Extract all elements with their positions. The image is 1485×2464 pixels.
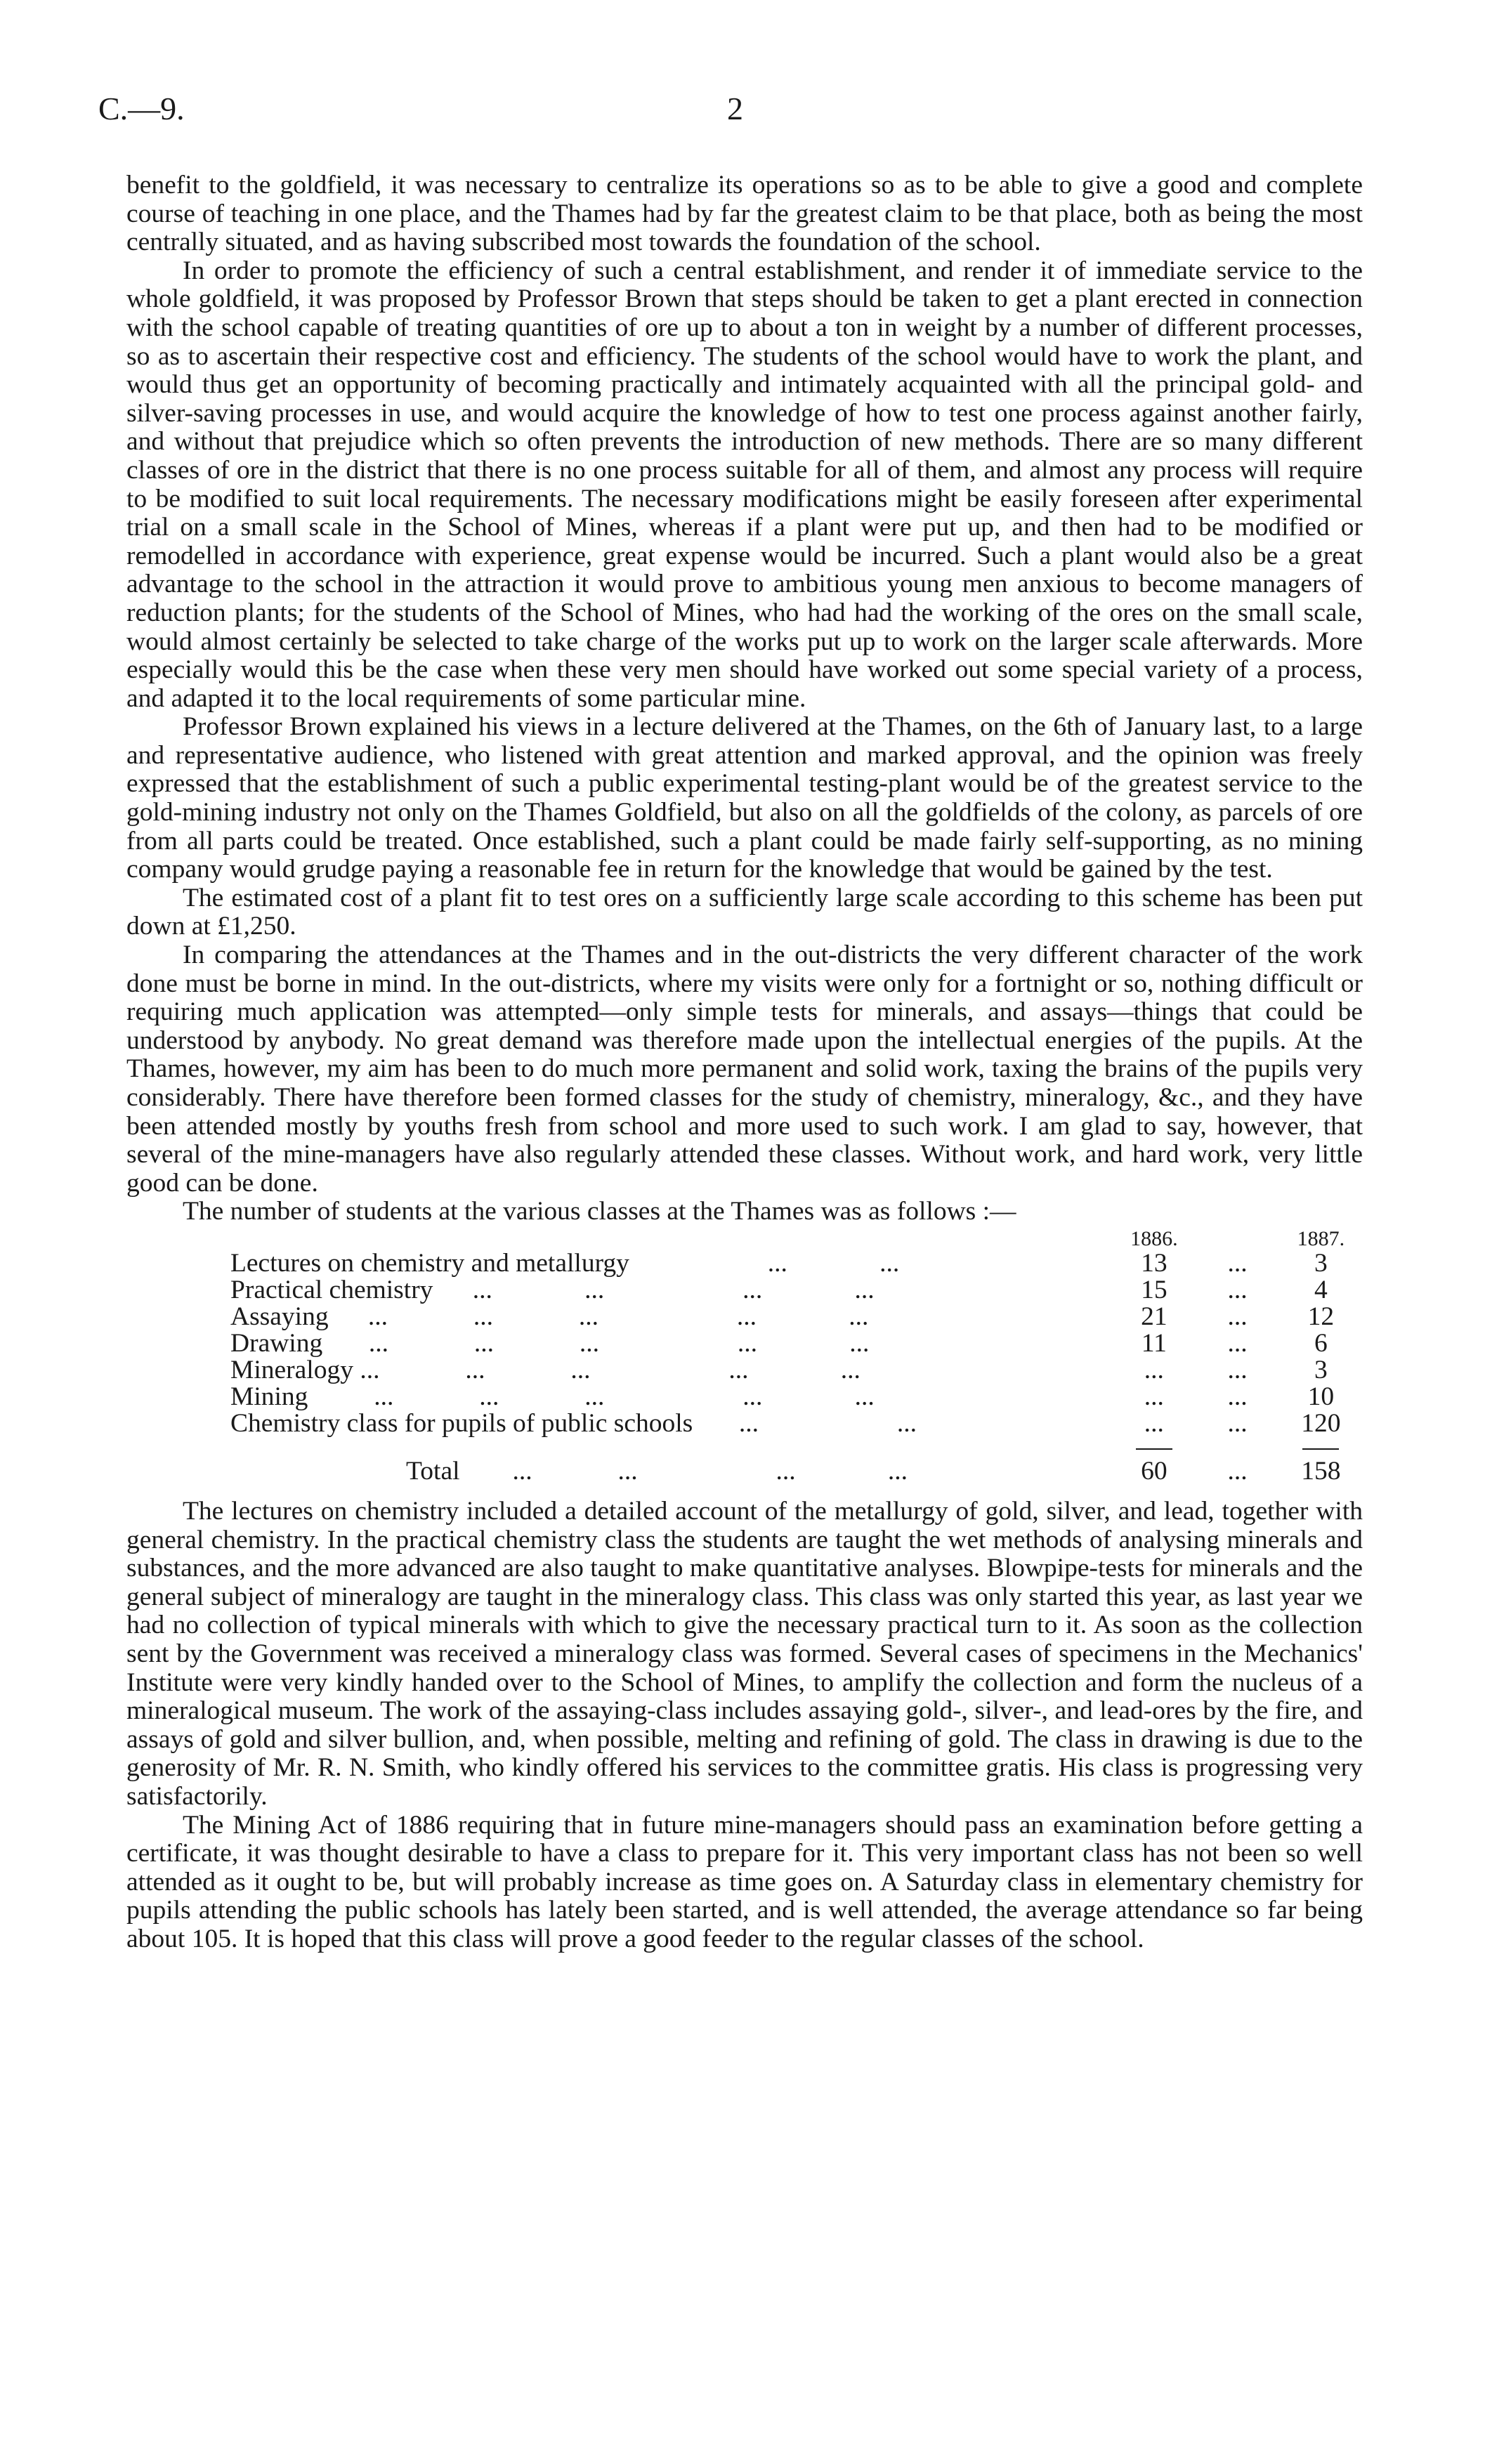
paragraph: In order to promote the efficiency of such a central establishment, and render it of immediate service to the whole goldfield, it was proposed by Professor Brown that steps should be taken to get a plant erected in connection with the school capable of treating quantities of ore up to about a ton in weight by a number of different processes, so as to ascertain their respective cost and efficiency. The students of the school would have to work the plant, and would thus get an opportunity of becoming practically and intimately acquainted with all the principal gold- and silver-saving processes in use, and would acquire the knowledge of how to test one process against another fairly, and without that prejudice which so often prevents the introduction of new methods. There are so many different classes of ore in the district that there is no one process suitable for all of them, and almost any process will require to be modified to suit local requirements. The necessary modifications might be easily foreseen after experimental trial on a small scale in the School of Mines, whereas if a plant were put up, and then had to be modified or remodelled in accordance with experience, great expense would be incurred. Such a plant would also be a great advantage to the school in the attraction it would prove to ambitious young men anxious to become managers of reduction plants; for the students of the School of Mines, who had had the working of the ores on the small scale, would almost certainly be selected to take charge of the works put up to work on the larger scale afterwards. More especially would this be the case when these very men should have worked out some special variety of a process, and adapted it to the local requirements of some particular mine. xyxy=(126,256,1363,713)
table-row: Practical chemistry ... ... ... ... 15 ... 4 xyxy=(230,1277,1363,1304)
row-label: Lectures on chemistry and metallurgy xyxy=(230,1250,629,1277)
row-label: Chemistry class for pupils of public schools xyxy=(230,1410,693,1437)
value-1886: 21 xyxy=(1141,1302,1167,1331)
paragraph: The Mining Act of 1886 requiring that in future mine-managers should pass an examination before getting a certificate, it was thought desirable to have a class to prepare for it. This very important class has not been so well attended as it ought to be, but will probably increase as time goes on. A Saturday class in elementary chemistry for pupils attending the public schools has lately been started, and is well attended, the average attendance so far being about 105. It is hoped that this class will prove a good feeder to the regular classes of the school. xyxy=(126,1810,1363,1953)
paragraph: The lectures on chemistry included a detailed account of the metallurgy of gold, silver, and lead, together with general chemistry. In the practical chemistry class the students are taught the wet methods of analysing minerals and substances, and the more advanced are also taught to make quantitative analyses. Blowpipe-tests for minerals and the general subject of mineralogy are taught in the mineralogy class. This class was only started this year, as last year we had no collection of typical minerals with which to give the necessary practical turn to it. As soon as the collection sent by the Government was received a mineralogy class was formed. Several cases of specimens in the Mechanics' Institute were very kindly handed over to the School of Mines, to amplify the collection and form the nucleus of a mineralogical museum. The work of the assaying-class includes assaying gold-, silver-, and lead-ores by the fire, and assays of gold and silver bullion, and, when possible, melting and refining of gold. The class in drawing is due to the generosity of Mr. R. N. Smith, who kindly offered his services to the committee gratis. His class is progressing very satisfactorily. xyxy=(126,1496,1363,1811)
document-body xyxy=(126,171,1363,1953)
value-1887: 6 xyxy=(1314,1328,1328,1358)
value-1887: 12 xyxy=(1307,1302,1335,1331)
row-label: Assaying xyxy=(230,1303,329,1330)
value-1886: 15 xyxy=(1141,1275,1167,1304)
total-rule-row xyxy=(230,1437,1363,1458)
row-label: Practical chemistry xyxy=(230,1276,433,1304)
table-header-row xyxy=(230,1228,1363,1250)
page-header xyxy=(98,90,1349,132)
table-row: Lectures on chemistry and metallurgy ... ... 13 ... 3 xyxy=(230,1250,1363,1277)
row-label: Mineralogy xyxy=(230,1356,353,1384)
page-number: 2 xyxy=(727,91,743,126)
table-row: Mining ... ... ... ... ... ... ... 10 xyxy=(230,1384,1363,1410)
value-1886: ... xyxy=(1144,1382,1164,1411)
attendance-table xyxy=(230,1228,1363,1485)
value-1887: 3 xyxy=(1314,1355,1328,1384)
table-total-row: Total ... ... ... ... 60 ... 158 xyxy=(230,1458,1363,1485)
paragraph: The number of students at the various classes at the Thames was as follows :— xyxy=(183,1197,1016,1226)
value-1886: 13 xyxy=(1141,1248,1167,1278)
value-1886: 11 xyxy=(1141,1328,1167,1358)
value-1886: ... xyxy=(1144,1408,1164,1438)
value-1887: 3 xyxy=(1314,1248,1328,1278)
report-reference: C.—9. xyxy=(98,91,185,126)
value-1887: 4 xyxy=(1314,1275,1328,1304)
table-row: Mineralogy ... ... ... ... ... ... ... 3 xyxy=(230,1357,1363,1384)
row-label: Mining xyxy=(230,1383,308,1410)
row-label: Drawing xyxy=(230,1330,323,1357)
value-1886: ... xyxy=(1144,1355,1164,1384)
table-row: Drawing ... ... ... ... ... 11 ... 6 xyxy=(230,1330,1363,1357)
total-rule xyxy=(1302,1448,1339,1450)
paragraph: In comparing the attendances at the Thames and in the out-districts the very different character of the work done must be borne in mind. In the out-districts, where my visits were only for a fortnight or so, nothing difficult or requiring much application was attempted—only simple tests for minerals, and assays—things that could be understood by anybody. No great demand was therefore made upon the intellectual energies of the pupils. At the Thames, however, my aim has been to do much more permanent and solid work, taxing the brains of the pupils very considerably. There have therefore been formed classes for the study of chemistry, mineralogy, &c., and they have been attended mostly by youths fresh from school and more used to such work. I am glad to say, however, that several of the mine-managers have also regularly attended these classes. Without work, and hard work, very little good can be done. xyxy=(126,941,1363,1198)
paragraph: Professor Brown explained his views in a lecture delivered at the Thames, on the 6th of January last, to a large and representative audience, who listened with great attention and marked approval, and the opinion was freely expressed that the establishment of such a public experimental testing-plant would be of the greatest service to the gold-mining industry not only on the Thames Goldfield, but also on all the goldfields of the colony, as parcels of ore from all parts could be treated. Once established, such a plant could be made fairly self-supporting, as no mining company would grudge paying a reasonable fee in return for the knowledge that would be gained by the test. xyxy=(126,712,1363,884)
value-1887: 120 xyxy=(1301,1408,1341,1438)
table-row: Chemistry class for pupils of public schools ... ... ... ... 120 xyxy=(230,1410,1363,1437)
paragraph: The estimated cost of a plant fit to test ores on a sufficiently large scale according to this scheme has been put down at £1,250. xyxy=(126,883,1363,941)
total-1887: 158 xyxy=(1301,1456,1341,1486)
column-header-1887: 1887. xyxy=(1297,1226,1345,1250)
column-header-1886: 1886. xyxy=(1130,1226,1178,1250)
total-1886: 60 xyxy=(1141,1456,1167,1486)
table-row: Assaying ... ... ... ... ... 21 ... 12 xyxy=(230,1304,1363,1330)
paragraph: benefit to the goldfield, it was necessary to centralize its operations so as to be able to give a good and complete course of teaching in one place, and the Thames had by far the greatest claim to be that place, both as being the most centrally situated, and as having subscribed most towards the foundation of the school. xyxy=(126,171,1363,257)
total-label: Total xyxy=(406,1457,460,1485)
value-1887: 10 xyxy=(1307,1382,1335,1411)
total-rule xyxy=(1136,1448,1172,1450)
